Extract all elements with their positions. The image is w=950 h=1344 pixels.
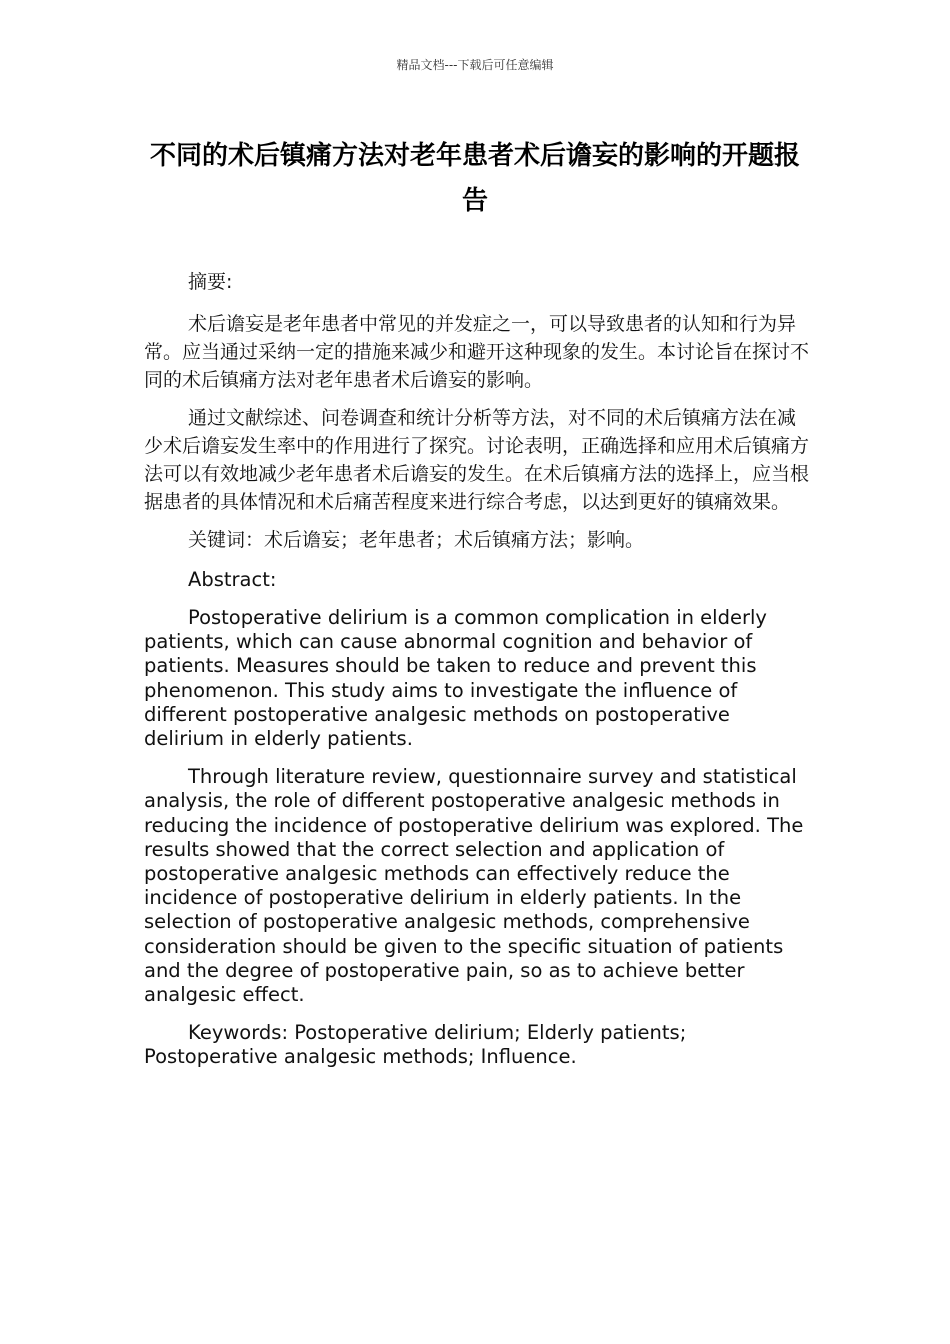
keywords-en: Keywords: Postoperative delirium; Elderly patients; Postoperative analgesic methods; Influence. [144,1021,687,1069]
abstract-cn-paragraph-2: 通过文献综述、问卷调查和统计分析等方法，对不同的术后镇痛方法在减少术后谵妄发生率中的作用进行了探究。讨论表明，正确选择和应用术后镇痛方法可以有效地减少老年患者术后谵妄的发生。在术后镇痛方法的选择上，应当根据患者的具体情况和术后痛苦程度来进行综合考虑，以达到更好的镇痛效果。 [144,407,810,513]
abstract-cn-label: 摘要: [188,271,233,293]
abstract-en-label: Abstract: [188,568,277,591]
header-note: 精品文档---下载后可任意编辑 [396,58,554,72]
abstract-en-paragraph-1: Postoperative delirium is a common complication in elderly patients, which can cause abnormal cognition and behavior of patients. Measures should be taken to reduce and prevent this phenomenon. This study aims to investigate the influence of different postoperative analgesic methods on postoperative delirium in elderly patients. [144,606,767,751]
abstract-cn-paragraph-1: 术后谵妄是老年患者中常见的并发症之一，可以导致患者的认知和行为异常。应当通过采纳一定的措施来减少和避开这种现象的发生。本讨论旨在探讨不同的术后镇痛方法对老年患者术后谵妄的影响。 [144,313,810,391]
abstract-en-paragraph-2: Through literature review, questionnaire survey and statistical analysis, the role of different postoperative analgesic methods in reducing the incidence of postoperative delirium was explored. The results showed that the correct selection and application of postoperative analgesic methods can effectively reduce the incidence of postoperative delirium in elderly patients. In the selection of postoperative analgesic methods, comprehensive consideration should be given to the specific situation of patients and the degree of postoperative pain, so as to achieve better analgesic effect. [144,765,804,1007]
document-body [144,268,810,1084]
keywords-cn: 关键词：术后谵妄；老年患者；术后镇痛方法；影响。 [188,529,645,551]
document-title: 不同的术后镇痛方法对老年患者术后谵妄的影响的开题报告 [149,141,800,216]
